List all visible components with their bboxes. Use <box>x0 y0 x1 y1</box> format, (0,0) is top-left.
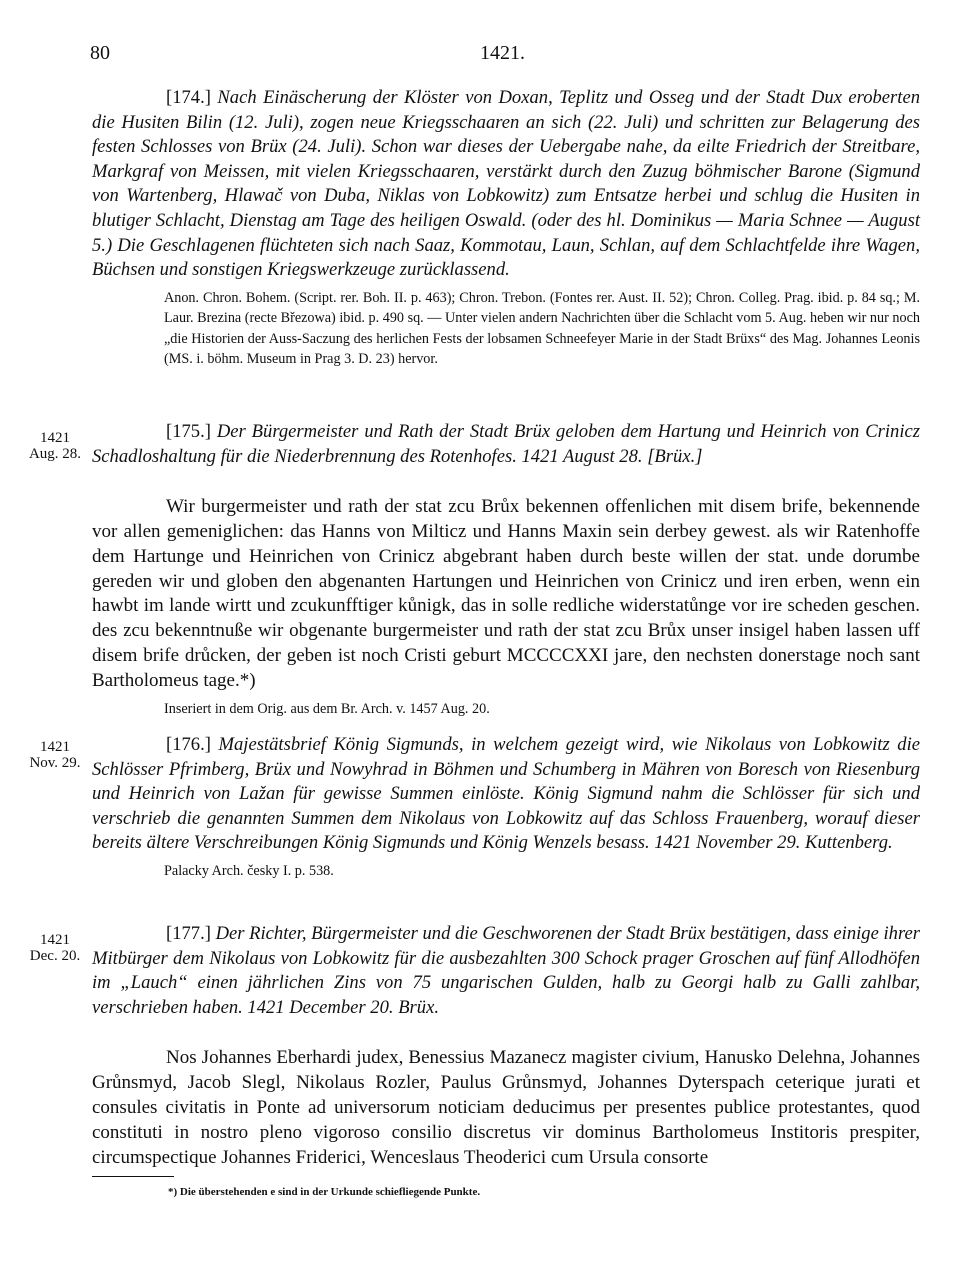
entry-174 <box>92 86 920 370</box>
margin-date-175 <box>20 430 90 462</box>
document-text: Nos Johannes Eberhardi judex, Benessius Mazanecz magister civium, Hanusko Delehna, Johannes Grůnsmyd, Jacob Slegl, Nikolaus Rozler, Paulus Grůnsmyd, Johannes Dyterspach ceterique jurati et consules civitatis in Ponte ad universorum noticiam deducimus per presentes publice protestantes, quod constituti in nostro pleno vigoroso consilio discretus vir dominus Bartholomeus Institoris prespiter, circumspectique Johannes Friderici, Wenceslaus Theoderici cum Ursula consorte <box>92 1047 920 1168</box>
margin-year: 1421 <box>40 739 70 755</box>
entry-number: [175.] <box>166 421 211 442</box>
margin-date-176 <box>20 739 90 771</box>
margin-day: Nov. 29. <box>29 755 81 771</box>
footnote: *) Die überstehenden e sind in der Urkunde schiefliegende Punkte. <box>168 1186 481 1198</box>
margin-day: Aug. 28. <box>28 446 82 462</box>
running-head-year: 1421. <box>480 42 525 64</box>
entry-number: [176.] <box>166 734 211 755</box>
margin-date-177 <box>20 932 90 964</box>
entry-number: [174.] <box>166 87 211 108</box>
margin-day: Dec. 20. <box>29 948 81 964</box>
page-number: 80 <box>90 42 110 64</box>
source-note: Inseriert in dem Orig. aus dem Br. Arch. v. 1457 Aug. 20. <box>164 700 490 717</box>
margin-year: 1421 <box>40 932 70 948</box>
margin-year: 1421 <box>40 430 70 446</box>
document-text: Wir burgermeister und rath der stat zcu Brůx bekennen offenlichen mit disem brife, bekennende vor allen gemeniglichen: das Hanns von Milticz und Hanns Maxin sein derbey gewest. als wir Ratenhoffe dem Hartunge und Heinrichen von Crinicz abgebrant haben durch beste willen der stat. unde dorumbe gereden wir und globen den abgenanten Hartungen und Heinrichen von Crinicz und iren erben, wenn ein hawbt im lande wirtt und zcukunfftiger kůnigk, das in solle redliche widerstatůnge vor ire scheden geschen. des zcu bekenntnuße wir obgenante burgermeister und rath der stat zcu Brůx unser insigel haben lassen uff disem brife drůcken, der geben ist noch Cristi geburt MCCCCXXI jare, den nechsten donerstage noch sant Bartholomeus tage.*) <box>92 496 920 691</box>
entry-176 <box>92 733 920 881</box>
summary-text: Der Bürgermeister und Rath der Stadt Brüx geloben dem Hartung und Heinrich von Crinicz Schadloshaltung für die Niederbrennung des Rotenhofes. 1421 August 28. [Brüx.] <box>92 421 920 467</box>
entry-177 <box>92 922 920 1170</box>
summary-text: Nach Einäscherung der Klöster von Doxan, Teplitz und Osseg und der Stadt Dux eroberten die Husiten Bilin (12. Juli), zogen neue Kriegsschaaren an sich (22. Juli) und schritten zur Belagerung des festen Schlosses von Brüx (24. Juli). Schon war dieses der Uebergabe nahe, da eilte Friedrich der Streitbare, Markgraf von Meissen, mit vielen Kriegsschaaren, verstärkt durch den Zuzug böhmischer Barone (Sigmund von Wartenberg, Hlawač von Duba, Niklas von Lobkowitz) zum Entsatze herbei und schlug die Husiten in blutiger Schlacht, Dienstag am Tage des heiligen Oswald. (oder des hl. Dominikus — Maria Schnee — August 5.) Die Geschlagenen flüchteten sich nach Saaz, Kommotau, Laun, Schlan, auf dem Schlachtfelde ihre Wagen, Büchsen und sonstigen Kriegswerkzeuge zurücklassend. <box>92 87 920 281</box>
source-note: Anon. Chron. Bohem. (Script. rer. Boh. II. p. 463); Chron. Trebon. (Fontes rer. Aust. II. 52); Chron. Colleg. Prag. ibid. p. 84 sq.; M. Laur. Brezina (recte Březowa) ibid. p. 490 sq. — Unter vielen andern Nachrichten über die Schlacht vom 5. Aug. heben wir nur noch „die Historien der Auss-Saczung des herlichen Fests der lobsamen Schneefeyer Marie in der Stadt Brüxs“ des Mag. Johannes Leonis (MS. i. böhm. Museum in Prag 3. D. 23) hervor. <box>164 289 920 368</box>
entry-summary <box>92 733 920 856</box>
footnote-rule <box>92 1176 174 1177</box>
entry-summary <box>92 86 920 283</box>
entry-summary <box>92 420 920 469</box>
entry-number: [177.] <box>166 923 211 944</box>
entry-summary <box>92 922 920 1020</box>
summary-text: Der Richter, Bürgermeister und die Geschworenen der Stadt Brüx bestätigen, dass einige ihrer Mitbürger dem Nikolaus von Lobkowitz für die ausbezahlten 300 Schock prager Groschen auf fünf Allodhöfen im „Lauch“ einen jährlichen Zins von 75 ungarischen Gulden, halb zu Georgi halb zu Galli zahlbar, verschrieben haben. 1421 December 20. Brüx. <box>92 923 920 1018</box>
entry-175 <box>92 420 920 719</box>
summary-text: Majestätsbrief König Sigmunds, in welchem gezeigt wird, wie Nikolaus von Lobkowitz die Schlösser Pfrimberg, Brüx und Nowyhrad in Böhmen und Schumberg in Mähren von Boresch von Riesenburg und Heinrich von Lažan für gewisse Summen einlöste. König Sigmund nahm die Schlösser für sich und verschrieb die genannten Summen dem Nikolaus von Lobkowitz auf das Schloss Frauenberg, worauf dieser bereits ältere Verschreibungen König Sigmunds und König Wenzels besass. 1421 November 29. Kuttenberg. <box>92 734 920 854</box>
source-note: Palacky Arch. česky I. p. 538. <box>164 862 334 879</box>
